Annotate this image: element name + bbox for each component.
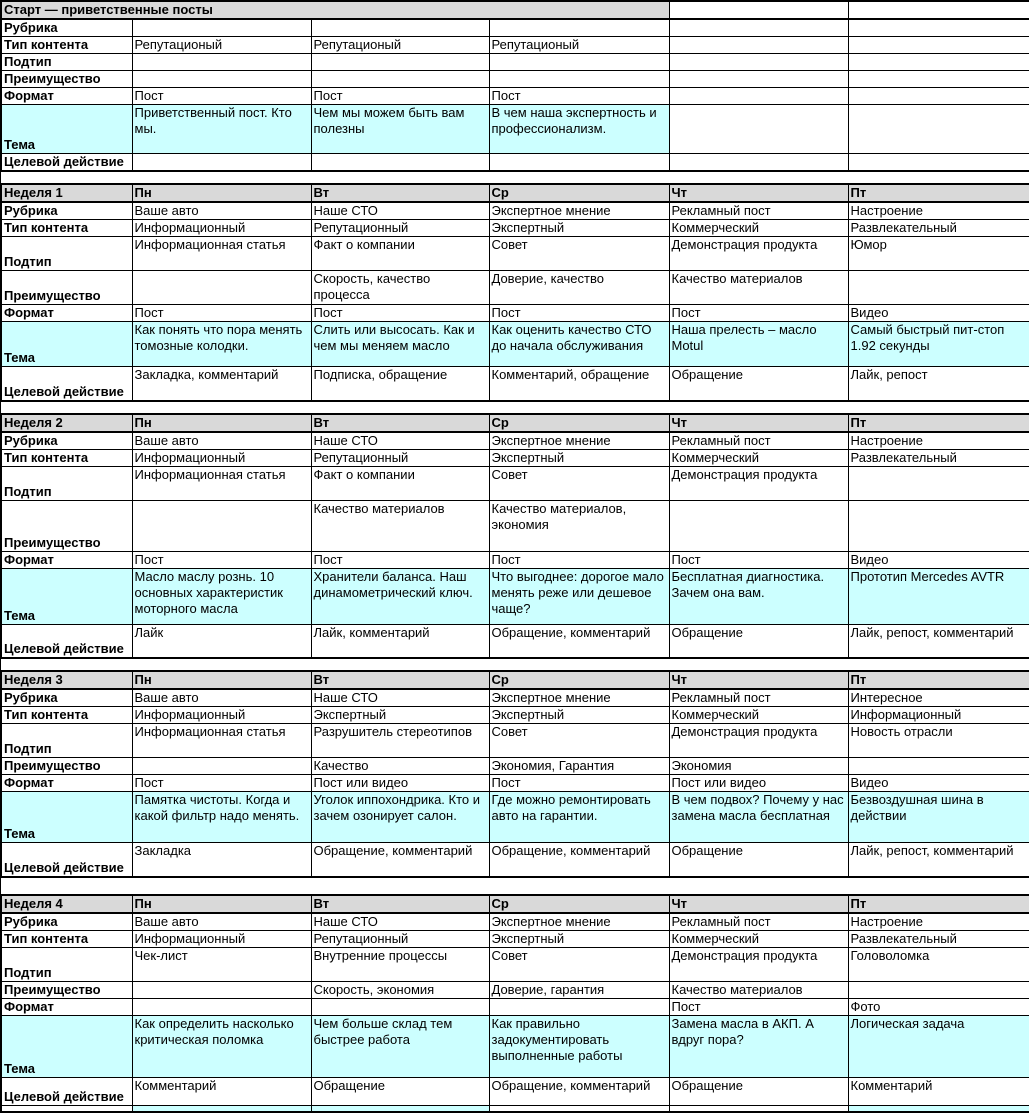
cell[interactable]: Экономия, Гарантия bbox=[489, 758, 669, 775]
cell[interactable]: Репутационный bbox=[311, 449, 489, 466]
cell[interactable] bbox=[489, 54, 669, 71]
table-row bbox=[1, 37, 1029, 54]
table-row bbox=[1, 202, 1029, 220]
row-label[interactable]: Формат bbox=[1, 551, 132, 568]
cell[interactable]: Информационный bbox=[132, 220, 311, 237]
cell[interactable]: Обращение bbox=[669, 624, 848, 658]
cell[interactable]: Обращение, комментарий bbox=[489, 1077, 669, 1105]
day-header[interactable]: Пн bbox=[132, 414, 311, 432]
cell[interactable] bbox=[848, 1105, 1029, 1112]
cell[interactable] bbox=[669, 154, 848, 172]
cell[interactable]: Что выгоднее: дорогое мало менять реже или дешевое чаще? bbox=[489, 568, 669, 624]
cell[interactable]: Рекламный пост bbox=[669, 913, 848, 931]
cell[interactable]: Настроение bbox=[848, 913, 1029, 931]
day-header[interactable]: Пн bbox=[132, 895, 311, 913]
table-row bbox=[1, 305, 1029, 322]
table-row bbox=[1, 1105, 1029, 1112]
cell[interactable]: Наше СТО bbox=[311, 689, 489, 707]
cell[interactable]: Качество bbox=[311, 758, 489, 775]
cell[interactable]: Приветственный пост. Кто мы. bbox=[132, 105, 311, 154]
cell[interactable]: Развлекательный bbox=[848, 220, 1029, 237]
cell[interactable]: Доверие, качество bbox=[489, 271, 669, 305]
day-header[interactable]: Пт bbox=[848, 414, 1029, 432]
day-header[interactable]: Вт bbox=[311, 895, 489, 913]
row-label[interactable]: Рубрика bbox=[1, 913, 132, 931]
cell[interactable]: Информационный bbox=[132, 707, 311, 724]
cell[interactable]: Совет bbox=[489, 724, 669, 758]
cell[interactable]: Коммерческий bbox=[669, 220, 848, 237]
cell[interactable] bbox=[848, 466, 1029, 500]
cell[interactable]: Качество материалов bbox=[311, 500, 489, 551]
cell[interactable] bbox=[848, 105, 1029, 154]
table-row bbox=[1, 947, 1029, 981]
cell[interactable]: Репутационный bbox=[311, 930, 489, 947]
row-label[interactable]: Подтип bbox=[1, 724, 132, 758]
table-row bbox=[1, 913, 1029, 931]
cell[interactable]: Новость отрасли bbox=[848, 724, 1029, 758]
row-label[interactable]: Целевой действие bbox=[1, 367, 132, 401]
cell[interactable]: Совет bbox=[489, 947, 669, 981]
cell[interactable]: Комментарий, обращение bbox=[489, 367, 669, 401]
cell[interactable]: Наша прелесть – масло Motul bbox=[669, 322, 848, 367]
cell[interactable]: Коммерческий bbox=[669, 930, 848, 947]
cell[interactable]: Самый быстрый пит-стоп 1.92 секунды bbox=[848, 322, 1029, 367]
cell[interactable]: Пост bbox=[132, 775, 311, 792]
row-label[interactable]: Преимущество bbox=[1, 71, 132, 88]
cell[interactable]: Факт о компании bbox=[311, 237, 489, 271]
cell[interactable]: Информационная статья bbox=[132, 466, 311, 500]
day-header[interactable]: Чт bbox=[669, 184, 848, 202]
table-row bbox=[1, 19, 1029, 37]
row-label[interactable]: Целевой действие bbox=[1, 843, 132, 877]
day-header[interactable]: Пт bbox=[848, 895, 1029, 913]
cell[interactable]: Разрушитель стереотипов bbox=[311, 724, 489, 758]
row-label[interactable]: Тип контента bbox=[1, 220, 132, 237]
cell[interactable]: Репутационый bbox=[311, 37, 489, 54]
table-row bbox=[1, 271, 1029, 305]
cell[interactable]: Видео bbox=[848, 551, 1029, 568]
cell[interactable]: Лайк, репост, комментарий bbox=[848, 843, 1029, 877]
day-header[interactable]: Ср bbox=[489, 895, 669, 913]
cell[interactable]: Лайк, репост bbox=[848, 367, 1029, 401]
table-row bbox=[1, 707, 1029, 724]
cell[interactable] bbox=[311, 1105, 489, 1112]
cell[interactable]: Пост bbox=[311, 305, 489, 322]
cell[interactable]: Информационный bbox=[848, 707, 1029, 724]
cell[interactable]: Наше СТО bbox=[311, 913, 489, 931]
row-label[interactable]: Формат bbox=[1, 305, 132, 322]
cell[interactable] bbox=[132, 154, 311, 172]
table-row bbox=[1, 792, 1029, 843]
cell[interactable]: Ваше авто bbox=[132, 432, 311, 450]
cell[interactable] bbox=[132, 1105, 311, 1112]
row-label[interactable]: Тип контента bbox=[1, 37, 132, 54]
cell[interactable]: Обращение bbox=[669, 1077, 848, 1105]
cell[interactable]: Настроение bbox=[848, 202, 1029, 220]
cell[interactable]: Факт о компании bbox=[311, 466, 489, 500]
table-row bbox=[1, 449, 1029, 466]
cell[interactable]: Экспертное мнение bbox=[489, 913, 669, 931]
section-header-row bbox=[1, 1, 1029, 19]
day-header[interactable]: Пт bbox=[848, 184, 1029, 202]
cell[interactable] bbox=[848, 154, 1029, 172]
cell[interactable] bbox=[848, 981, 1029, 998]
section-gap bbox=[0, 659, 1029, 670]
day-header[interactable]: Вт bbox=[311, 414, 489, 432]
cell[interactable]: Обращение, комментарий bbox=[489, 843, 669, 877]
cell[interactable]: Качество материалов bbox=[669, 271, 848, 305]
cell[interactable]: Как определить насколько критическая поломка bbox=[132, 1015, 311, 1077]
cell[interactable]: Пост bbox=[669, 998, 848, 1015]
cell[interactable]: Пост bbox=[669, 551, 848, 568]
cell[interactable]: Совет bbox=[489, 466, 669, 500]
cell[interactable]: Экспертный bbox=[489, 449, 669, 466]
cell[interactable]: Информационная статья bbox=[132, 724, 311, 758]
table-row bbox=[1, 54, 1029, 71]
cell[interactable] bbox=[132, 981, 311, 998]
cell[interactable]: Памятка чистоты. Когда и какой фильтр надо менять. bbox=[132, 792, 311, 843]
cell[interactable]: Пост bbox=[132, 305, 311, 322]
cell[interactable] bbox=[848, 19, 1029, 37]
cell[interactable]: Коммерческий bbox=[669, 449, 848, 466]
section-table bbox=[0, 183, 1029, 402]
cell[interactable]: Обращение bbox=[669, 843, 848, 877]
section-gap bbox=[0, 402, 1029, 413]
cell[interactable]: Головоломка bbox=[848, 947, 1029, 981]
section-table bbox=[0, 0, 1029, 172]
cell[interactable]: Безвоздушная шина в действии bbox=[848, 792, 1029, 843]
row-label[interactable]: Рубрика bbox=[1, 432, 132, 450]
cell[interactable] bbox=[669, 105, 848, 154]
cell[interactable]: Масло маслу рознь. 10 основных характеристик моторного масла bbox=[132, 568, 311, 624]
section-gap bbox=[0, 172, 1029, 183]
section-title[interactable]: Неделя 4 bbox=[1, 895, 132, 913]
table-row bbox=[1, 367, 1029, 401]
cell[interactable] bbox=[669, 1, 848, 19]
cell[interactable]: Экспертный bbox=[489, 930, 669, 947]
row-label[interactable]: Целевой действие bbox=[1, 154, 132, 172]
cell[interactable]: Видео bbox=[848, 775, 1029, 792]
day-header[interactable]: Чт bbox=[669, 414, 848, 432]
cell[interactable]: Пост bbox=[489, 775, 669, 792]
table-row bbox=[1, 322, 1029, 367]
row-label[interactable]: Тип контента bbox=[1, 930, 132, 947]
cell[interactable]: Подписка, обращение bbox=[311, 367, 489, 401]
cell[interactable]: Фото bbox=[848, 998, 1029, 1015]
cell[interactable]: Интересное bbox=[848, 689, 1029, 707]
cell[interactable]: Репутационный bbox=[311, 220, 489, 237]
cell[interactable] bbox=[311, 19, 489, 37]
cell[interactable] bbox=[489, 1105, 669, 1112]
day-header[interactable]: Вт bbox=[311, 184, 489, 202]
cell[interactable] bbox=[132, 71, 311, 88]
day-header[interactable]: Ср bbox=[489, 671, 669, 689]
day-header[interactable]: Вт bbox=[311, 671, 489, 689]
row-label[interactable]: Рубрика bbox=[1, 689, 132, 707]
cell[interactable]: Как правильно задокументировать выполненные работы bbox=[489, 1015, 669, 1077]
cell[interactable]: Лайк, репост, комментарий bbox=[848, 624, 1029, 658]
cell[interactable] bbox=[848, 271, 1029, 305]
cell[interactable]: Пост bbox=[669, 305, 848, 322]
cell[interactable]: Экспертное мнение bbox=[489, 432, 669, 450]
section-header-row bbox=[1, 895, 1029, 913]
cell[interactable]: Ваше авто bbox=[132, 689, 311, 707]
cell[interactable] bbox=[848, 71, 1029, 88]
cell[interactable] bbox=[489, 998, 669, 1015]
table-row bbox=[1, 930, 1029, 947]
table-row bbox=[1, 1077, 1029, 1105]
section-header-row bbox=[1, 414, 1029, 432]
row-label[interactable]: Рубрика bbox=[1, 19, 132, 37]
cell[interactable]: Экспертный bbox=[489, 220, 669, 237]
row-label[interactable]: Преимущество bbox=[1, 981, 132, 998]
cell[interactable]: Обращение bbox=[669, 367, 848, 401]
cell[interactable] bbox=[132, 500, 311, 551]
cell[interactable]: Экономия bbox=[669, 758, 848, 775]
cell[interactable]: Рекламный пост bbox=[669, 689, 848, 707]
cell[interactable]: Пост bbox=[311, 551, 489, 568]
table-row bbox=[1, 105, 1029, 154]
day-header[interactable]: Пн bbox=[132, 184, 311, 202]
cell[interactable]: Комментарий bbox=[132, 1077, 311, 1105]
cell[interactable] bbox=[132, 998, 311, 1015]
table-row bbox=[1, 500, 1029, 551]
table-row bbox=[1, 775, 1029, 792]
cell[interactable]: Где можно ремонтировать авто на гарантии. bbox=[489, 792, 669, 843]
day-header[interactable]: Ср bbox=[489, 414, 669, 432]
cell[interactable] bbox=[132, 54, 311, 71]
table-row bbox=[1, 981, 1029, 998]
table-row bbox=[1, 237, 1029, 271]
section-title[interactable]: Старт — приветственные посты bbox=[1, 1, 669, 19]
cell[interactable]: Закладка, комментарий bbox=[132, 367, 311, 401]
section-title[interactable]: Неделя 3 bbox=[1, 671, 132, 689]
section-table bbox=[0, 670, 1029, 878]
cell[interactable]: Лайк, комментарий bbox=[311, 624, 489, 658]
cell[interactable] bbox=[311, 154, 489, 172]
table-row bbox=[1, 724, 1029, 758]
row-label[interactable]: Подтип bbox=[1, 54, 132, 71]
row-label[interactable]: Преимущество bbox=[1, 500, 132, 551]
cell[interactable] bbox=[848, 500, 1029, 551]
cell[interactable]: Наше СТО bbox=[311, 202, 489, 220]
cell[interactable] bbox=[848, 758, 1029, 775]
cell[interactable]: Как оценить качество СТО до начала обслуживания bbox=[489, 322, 669, 367]
row-label[interactable]: Преимущество bbox=[1, 758, 132, 775]
cell[interactable] bbox=[132, 271, 311, 305]
row-label[interactable]: Целевой действие bbox=[1, 1077, 132, 1105]
cell[interactable]: Качество материалов, экономия bbox=[489, 500, 669, 551]
cell[interactable]: Доверие, гарантия bbox=[489, 981, 669, 998]
cell[interactable]: Внутренние процессы bbox=[311, 947, 489, 981]
cell[interactable]: Пост bbox=[132, 551, 311, 568]
table-row bbox=[1, 568, 1029, 624]
section-table bbox=[0, 413, 1029, 660]
row-label[interactable]: Подтип bbox=[1, 237, 132, 271]
cell[interactable]: Пост bbox=[489, 551, 669, 568]
day-header[interactable]: Пт bbox=[848, 671, 1029, 689]
cell[interactable]: Бесплатная диагностика. Зачем она вам. bbox=[669, 568, 848, 624]
cell[interactable] bbox=[311, 998, 489, 1015]
cell[interactable]: Репутационый bbox=[489, 37, 669, 54]
cell[interactable] bbox=[669, 71, 848, 88]
cell[interactable] bbox=[489, 19, 669, 37]
cell[interactable] bbox=[311, 71, 489, 88]
cell[interactable] bbox=[489, 71, 669, 88]
table-row bbox=[1, 998, 1029, 1015]
cell[interactable]: Чем больше склад тем быстрее работа bbox=[311, 1015, 489, 1077]
cell[interactable]: В чем подвох? Почему у нас замена масла бесплатная bbox=[669, 792, 848, 843]
table-row bbox=[1, 220, 1029, 237]
row-label[interactable]: Подтип bbox=[1, 947, 132, 981]
cell[interactable] bbox=[489, 154, 669, 172]
cell[interactable]: Рекламный пост bbox=[669, 202, 848, 220]
cell[interactable]: Закладка bbox=[132, 843, 311, 877]
row-label[interactable]: Тема bbox=[1, 792, 132, 843]
section-header-row bbox=[1, 184, 1029, 202]
day-header[interactable]: Чт bbox=[669, 895, 848, 913]
section-table bbox=[0, 894, 1029, 1113]
cell[interactable] bbox=[311, 54, 489, 71]
cell[interactable]: Демонстрация продукта bbox=[669, 466, 848, 500]
day-header[interactable]: Ср bbox=[489, 184, 669, 202]
row-label[interactable]: Формат bbox=[1, 775, 132, 792]
row-label[interactable]: Тема bbox=[1, 105, 132, 154]
day-header[interactable]: Чт bbox=[669, 671, 848, 689]
cell[interactable]: Экспертный bbox=[489, 707, 669, 724]
section-title[interactable]: Неделя 2 bbox=[1, 414, 132, 432]
table-row bbox=[1, 1015, 1029, 1077]
cell[interactable]: Пост bbox=[489, 305, 669, 322]
cell[interactable]: Ваше авто bbox=[132, 913, 311, 931]
table-row bbox=[1, 843, 1029, 877]
cell[interactable]: Видео bbox=[848, 305, 1029, 322]
row-label[interactable]: Тема bbox=[1, 568, 132, 624]
cell[interactable]: Замена масла в АКП. А вдруг пора? bbox=[669, 1015, 848, 1077]
cell[interactable]: Экспертный bbox=[311, 707, 489, 724]
table-row bbox=[1, 71, 1029, 88]
cell[interactable]: Настроение bbox=[848, 432, 1029, 450]
cell[interactable] bbox=[669, 37, 848, 54]
cell[interactable]: Лайк bbox=[132, 624, 311, 658]
cell[interactable]: Демонстрация продукта bbox=[669, 947, 848, 981]
cell[interactable] bbox=[669, 88, 848, 105]
row-label[interactable] bbox=[1, 1105, 132, 1112]
section-header-row bbox=[1, 671, 1029, 689]
table-row bbox=[1, 432, 1029, 450]
cell[interactable]: Информационный bbox=[132, 449, 311, 466]
cell[interactable] bbox=[669, 500, 848, 551]
row-label[interactable]: Тип контента bbox=[1, 449, 132, 466]
cell[interactable]: Уголок иппохондрика. Кто и зачем озонирует салон. bbox=[311, 792, 489, 843]
cell[interactable]: Демонстрация продукта bbox=[669, 724, 848, 758]
row-label[interactable]: Тема bbox=[1, 1015, 132, 1077]
cell[interactable]: Пост bbox=[489, 88, 669, 105]
cell[interactable] bbox=[848, 88, 1029, 105]
row-label[interactable]: Преимущество bbox=[1, 271, 132, 305]
cell[interactable]: Пост bbox=[132, 88, 311, 105]
cell[interactable]: Пост bbox=[311, 88, 489, 105]
cell[interactable]: Чем мы можем быть вам полезны bbox=[311, 105, 489, 154]
cell[interactable]: В чем наша экспертность и профессионализм. bbox=[489, 105, 669, 154]
cell[interactable]: Репутационый bbox=[132, 37, 311, 54]
cell[interactable]: Демонстрация продукта bbox=[669, 237, 848, 271]
row-label[interactable]: Формат bbox=[1, 88, 132, 105]
table-row bbox=[1, 154, 1029, 172]
cell[interactable]: Информационный bbox=[132, 930, 311, 947]
cell[interactable]: Рекламный пост bbox=[669, 432, 848, 450]
cell[interactable]: Комментарий bbox=[848, 1077, 1029, 1105]
cell[interactable]: Прототип Mercedes AVTR bbox=[848, 568, 1029, 624]
table-row bbox=[1, 758, 1029, 775]
cell[interactable]: Обращение bbox=[311, 1077, 489, 1105]
cell[interactable] bbox=[848, 37, 1029, 54]
row-label[interactable]: Формат bbox=[1, 998, 132, 1015]
table-row bbox=[1, 624, 1029, 658]
cell[interactable]: Качество материалов bbox=[669, 981, 848, 998]
cell[interactable]: Пост или видео bbox=[669, 775, 848, 792]
cell[interactable]: Пост или видео bbox=[311, 775, 489, 792]
cell[interactable]: Развлекательный bbox=[848, 449, 1029, 466]
table-row bbox=[1, 88, 1029, 105]
cell[interactable]: Развлекательный bbox=[848, 930, 1029, 947]
cell[interactable]: Экспертное мнение bbox=[489, 689, 669, 707]
table-row bbox=[1, 551, 1029, 568]
row-label[interactable]: Рубрика bbox=[1, 202, 132, 220]
cell[interactable]: Хранители баланса. Наш динамометрический ключ. bbox=[311, 568, 489, 624]
cell[interactable]: Как понять что пора менять томозные колодки. bbox=[132, 322, 311, 367]
cell[interactable] bbox=[669, 19, 848, 37]
cell[interactable] bbox=[669, 1105, 848, 1112]
cell[interactable]: Наше СТО bbox=[311, 432, 489, 450]
section-gap bbox=[0, 878, 1029, 894]
cell[interactable] bbox=[132, 19, 311, 37]
cell[interactable]: Совет bbox=[489, 237, 669, 271]
cell[interactable] bbox=[848, 1, 1029, 19]
cell[interactable] bbox=[132, 758, 311, 775]
cell[interactable]: Обращение, комментарий bbox=[489, 624, 669, 658]
cell[interactable] bbox=[669, 54, 848, 71]
cell[interactable]: Ваше авто bbox=[132, 202, 311, 220]
cell[interactable]: Скорость, качество процесса bbox=[311, 271, 489, 305]
cell[interactable]: Логическая задача bbox=[848, 1015, 1029, 1077]
table-row bbox=[1, 466, 1029, 500]
cell[interactable]: Слить или высосать. Как и чем мы меняем масло bbox=[311, 322, 489, 367]
cell[interactable]: Экспертное мнение bbox=[489, 202, 669, 220]
cell[interactable]: Обращение, комментарий bbox=[311, 843, 489, 877]
cell[interactable]: Информационная статья bbox=[132, 237, 311, 271]
cell[interactable]: Скорость, экономия bbox=[311, 981, 489, 998]
row-label[interactable]: Тема bbox=[1, 322, 132, 367]
cell[interactable] bbox=[848, 54, 1029, 71]
section-title[interactable]: Неделя 1 bbox=[1, 184, 132, 202]
row-label[interactable]: Целевой действие bbox=[1, 624, 132, 658]
cell[interactable]: Чек-лист bbox=[132, 947, 311, 981]
table-row bbox=[1, 689, 1029, 707]
day-header[interactable]: Пн bbox=[132, 671, 311, 689]
cell[interactable]: Коммерческий bbox=[669, 707, 848, 724]
row-label[interactable]: Тип контента bbox=[1, 707, 132, 724]
cell[interactable]: Юмор bbox=[848, 237, 1029, 271]
row-label[interactable]: Подтип bbox=[1, 466, 132, 500]
